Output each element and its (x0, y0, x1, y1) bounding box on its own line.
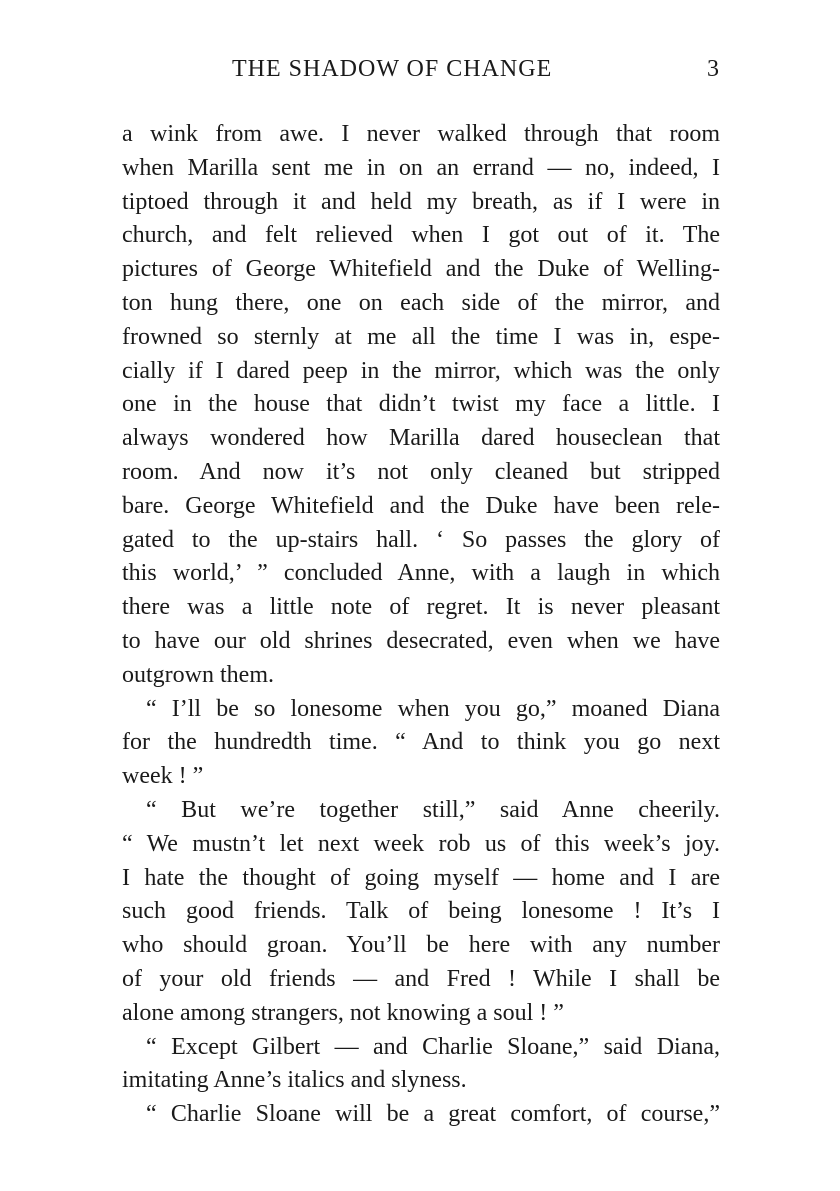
text-line: “ Charlie Sloane will be a great comfort, of course,” (146, 1101, 720, 1128)
body-text (122, 118, 720, 1132)
text-line: “ Except Gilbert — and Charlie Sloane,” said Diana, (146, 1033, 720, 1060)
text-line: tiptoed through it and held my breath, as if I were in (122, 188, 720, 215)
text-line: always wondered how Marilla dared houseclean that (122, 425, 720, 452)
text-line: outgrown them. (122, 661, 274, 688)
text-line: of your old friends — and Fred ! While I shall be (122, 965, 720, 992)
text-line: frowned so sternly at me all the time I was in, espe- (122, 323, 720, 350)
text-line: “ But we’re together still,” said Anne cheerily. (146, 796, 720, 823)
text-line: gated to the up-stairs hall. ‘ So passes the glory of (122, 526, 720, 553)
text-line: when Marilla sent me in on an errand — no, indeed, I (122, 154, 720, 181)
text-line: pictures of George Whitefield and the Duke of Welling- (122, 256, 720, 283)
text-line: bare. George Whitefield and the Duke have been rele- (122, 492, 720, 519)
text-line: this world,’ ” concluded Anne, with a laugh in which (122, 560, 720, 587)
page-number: 3 (707, 56, 720, 82)
text-line: imitating Anne’s italics and slyness. (122, 1067, 467, 1094)
running-head (122, 56, 720, 92)
text-line: “ I’ll be so lonesome when you go,” moaned Diana (146, 695, 720, 722)
text-line: room. And now it’s not only cleaned but stripped (122, 458, 720, 485)
text-line: week ! ” (122, 763, 204, 790)
text-line: to have our old shrines desecrated, even when we have (122, 627, 720, 654)
text-line: such good friends. Talk of being lonesome ! It’s I (122, 898, 720, 925)
text-line: ton hung there, one on each side of the mirror, and (122, 289, 720, 316)
text-line: who should groan. You’ll be here with any number (122, 932, 720, 959)
text-line: a wink from awe. I never walked through that room (122, 121, 720, 147)
text-line: for the hundredth time. “ And to think you go next (122, 729, 720, 756)
book-page (122, 56, 720, 1132)
text-line: “ We mustn’t let next week rob us of this week’s joy. (122, 830, 720, 857)
text-line: one in the house that didn’t twist my face a little. I (122, 391, 720, 418)
text-line: alone among strangers, not knowing a soul ! ” (122, 999, 564, 1026)
text-line: cially if I dared peep in the mirror, which was the only (122, 357, 720, 384)
text-line: I hate the thought of going myself — home and I are (122, 864, 720, 891)
text-line: church, and felt relieved when I got out of it. The (122, 222, 720, 249)
chapter-title: THE SHADOW OF CHANGE (232, 56, 553, 82)
text-line: there was a little note of regret. It is never pleasant (122, 594, 720, 621)
